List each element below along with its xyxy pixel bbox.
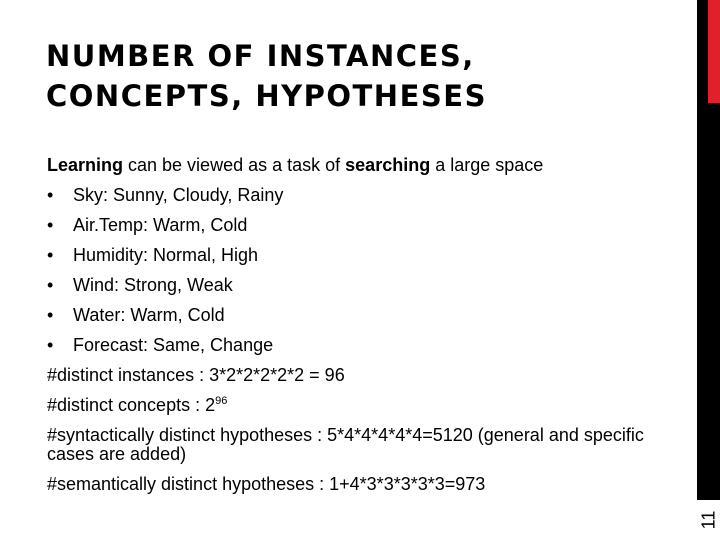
slide-number-text: 11 [698, 510, 719, 530]
bullet-dot: • [47, 245, 54, 265]
list-item [47, 210, 677, 240]
bullet-text: Air.Temp: Warm, Cold [73, 215, 248, 235]
syntactic-hypotheses-line: #syntactically distinct hypotheses : 5*4*4*4*4*4=5120 (general and specific cases are added) [47, 425, 644, 464]
concepts-line [47, 390, 677, 420]
bullet-dot: • [47, 275, 54, 295]
sidebar-bar [697, 0, 720, 540]
bullet-text: Sky: Sunny, Cloudy, Rainy [73, 185, 284, 205]
bullet-text: Forecast: Same, Change [73, 335, 274, 355]
list-item [47, 330, 677, 360]
bullet-text: Water: Warm, Cold [73, 305, 225, 325]
slide-content [47, 150, 677, 499]
bullet-dot: • [47, 305, 54, 325]
slide-title [46, 36, 666, 116]
title-line-1: NUMBER OF INSTANCES, [46, 39, 475, 73]
bullet-dot: • [47, 215, 54, 235]
title-line-2: CONCEPTS, HYPOTHESES [46, 79, 487, 113]
intro-text-1: can be viewed as a task of [123, 155, 346, 175]
bullet-text: Humidity: Normal, High [73, 245, 259, 265]
list-item [47, 240, 677, 270]
intro-bold-searching: searching [345, 155, 431, 175]
semantic-hypotheses-line: #semantically distinct hypotheses : 1+4*3*3*3*3*3=973 [47, 474, 486, 494]
concepts-base: #distinct concepts : 2 [47, 395, 216, 415]
bullet-text: Wind: Strong, Weak [73, 275, 233, 295]
instances-line: #distinct instances : 3*2*2*2*2*2 = 96 [47, 365, 345, 385]
concepts-exponent: 96 [215, 395, 228, 407]
bullet-dot: • [47, 185, 54, 205]
intro-bold-learning: Learning [47, 155, 124, 175]
slide-number [694, 500, 720, 540]
list-item [47, 300, 677, 330]
list-item [47, 270, 677, 300]
list-item [47, 180, 677, 210]
intro-line [47, 150, 677, 180]
bullet-dot: • [47, 335, 54, 355]
accent-stripe [708, 0, 720, 103]
intro-text-2: a large space [430, 155, 544, 175]
